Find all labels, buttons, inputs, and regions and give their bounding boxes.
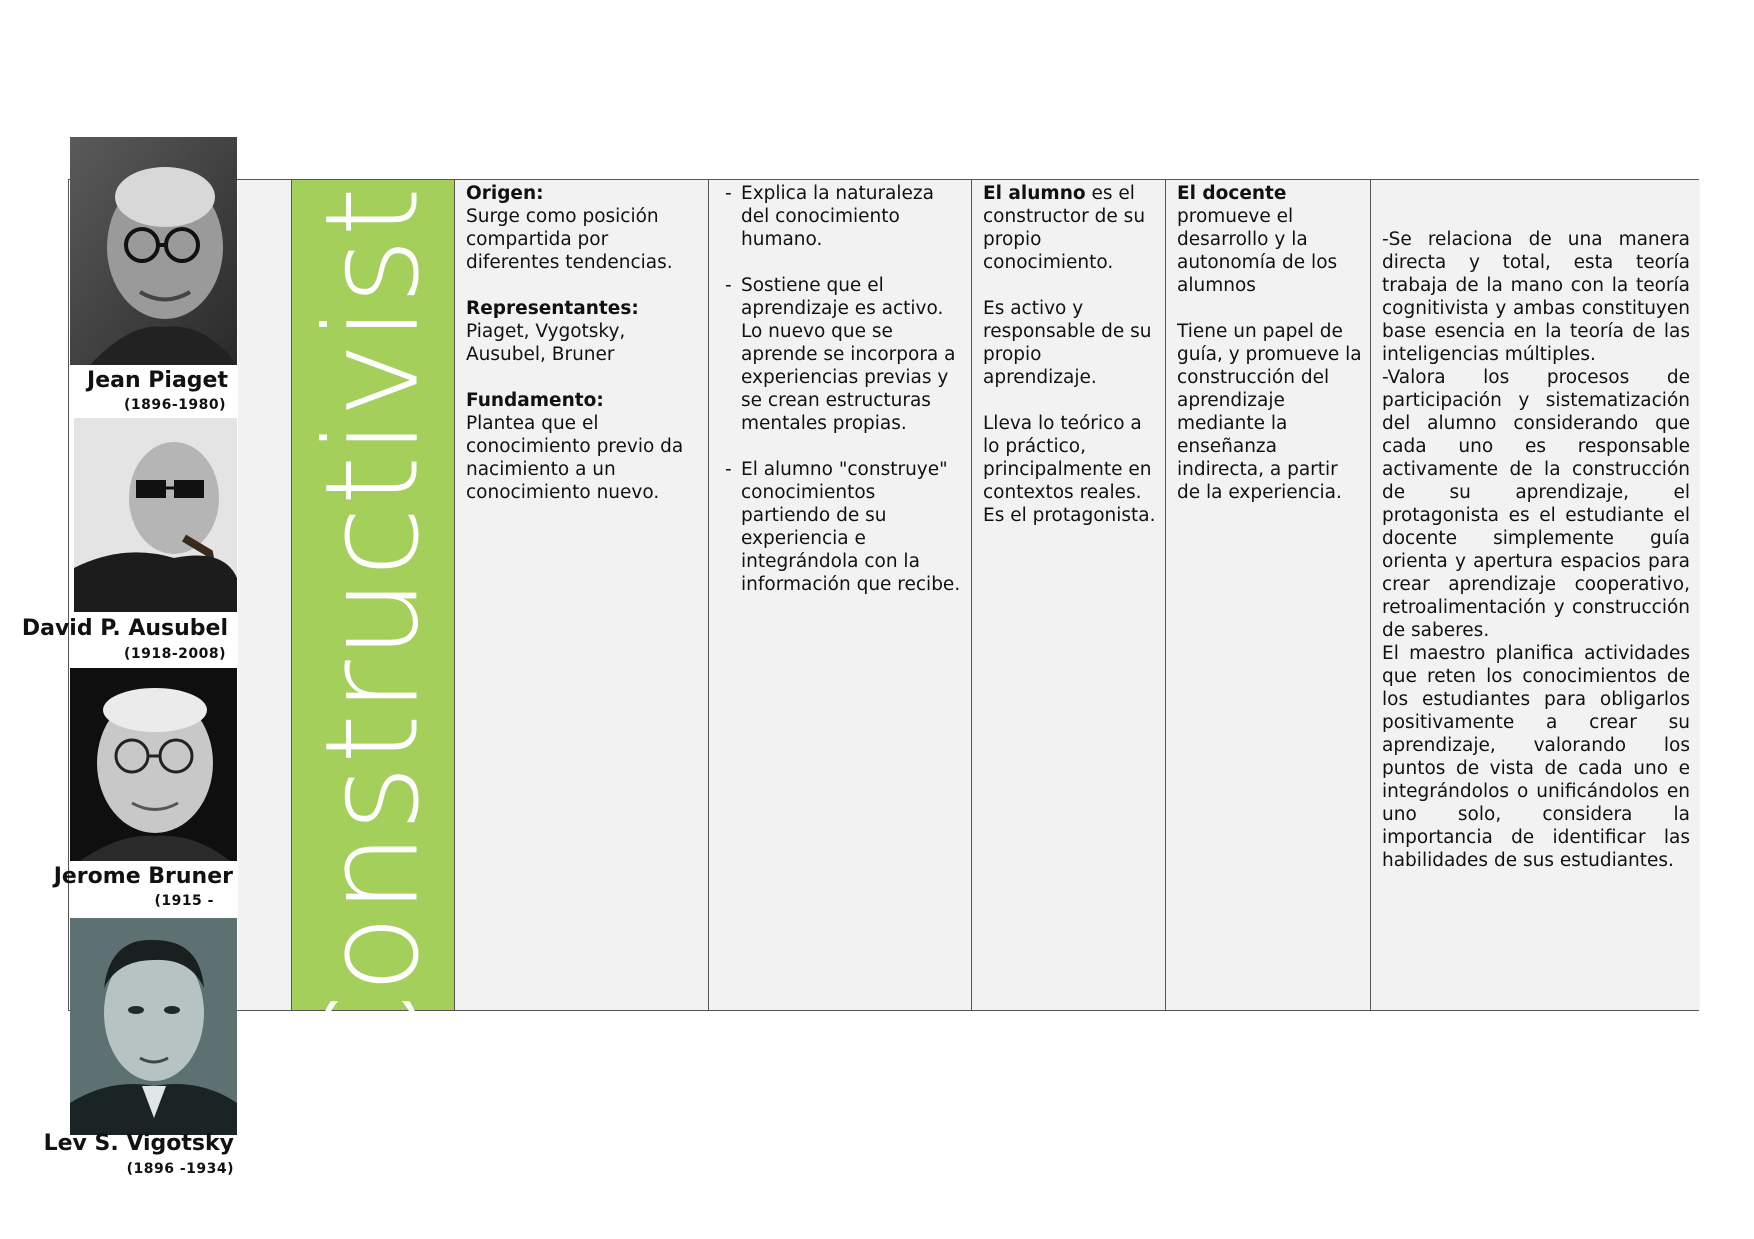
portrait-vigotsky: [70, 918, 237, 1135]
portrait-years: (1896 -1934): [126, 1161, 234, 1177]
list-item: - El alumno "construye" conocimientos partiendo de su experiencia e integrándola con la información que recibe.: [725, 458, 963, 596]
portrait-name: Jean Piaget: [87, 368, 228, 393]
teacher-paragraph: Tiene un papel de guía, y promueve la construcción del aprendizaje mediante la enseñanza indirecta, a partir de la experiencia.: [1177, 321, 1362, 503]
portrait-years: (1896-1980): [123, 397, 226, 413]
origen-text: Surge como posición compartida por diferentes tendencias.: [466, 206, 673, 273]
list-item: - Explica la naturaleza del conocimiento humano.: [725, 182, 963, 251]
student-lead-bold: El alumno: [983, 183, 1086, 204]
portrait-photo: [70, 668, 237, 861]
theory-table: [68, 106, 1699, 1084]
list-item: - Sostiene que el aprendizaje es activo. Lo nuevo que se aprende se incorpora a experiencias previas y se crean estructuras mentales propias.: [725, 274, 963, 435]
fundamento-label: Fundamento:: [466, 390, 604, 411]
column-knowledge: [708, 180, 971, 1010]
portrait-photo: [74, 418, 237, 612]
theory-title-band: [291, 106, 454, 1084]
portrait-name: Lev S. Vigotsky: [43, 1131, 234, 1156]
origen-label: Origen:: [466, 183, 544, 204]
relation-paragraph: -Valora los procesos de participación y sistematización del alumno considerando que cada uno es responsable activamente de la construcción de su aprendizaje, el protagonista es el estudiante el docente simplemente guía orienta y apertura espacios para crear aprendizaje cooperativo, retroalimentación y construcción de saberes.: [1382, 367, 1690, 641]
portrait-photo: [70, 918, 237, 1135]
column-relation: [1370, 180, 1700, 1010]
relation-paragraph: -Se relaciona de una manera directa y total, esta teoría trabaja de la mano con la teoría cognitivista y ambas constituyen base esencia en la teoría de las inteligencias múltiples.: [1382, 229, 1690, 365]
fundamento-text: Plantea que el conocimiento previo da nacimiento a un conocimiento nuevo.: [466, 413, 684, 503]
teacher-lead-text: promueve el desarrollo y la autonomía de los alumnos: [1177, 206, 1338, 296]
column-origin: [454, 180, 708, 1010]
blank-column: [238, 180, 291, 1010]
student-lead-text: es el constructor de su propio conocimiento.: [983, 183, 1146, 273]
portrait-bruner: [70, 668, 237, 861]
portrait-piaget: [70, 137, 237, 365]
portrait-years: (1915 -: [154, 893, 214, 909]
column-student: [971, 180, 1165, 1010]
portrait-photo: [70, 137, 237, 365]
representantes-label: Representantes:: [466, 298, 639, 319]
relation-paragraph: El maestro planifica actividades que reten los conocimientos de los estudiantes para obligarlos positivamente a crear su aprendizaje, valorando los puntos de vista de cada uno e integrándolos o unificándolos en uno solo, considera la importancia de identificar las habilidades de sus estudiantes.: [1382, 643, 1690, 871]
theory-title: Constructivista: [298, 106, 448, 1084]
portrait-name: David P. Ausubel: [21, 616, 228, 641]
column-teacher: [1165, 180, 1370, 1010]
teacher-lead-bold: El docente: [1177, 183, 1287, 204]
representantes-text: Piaget, Vygotsky, Ausubel, Bruner: [466, 321, 626, 365]
portrait-ausubel: [74, 418, 237, 612]
portrait-years: (1918-2008): [123, 646, 226, 662]
student-paragraph: Es activo y responsable de su propio aprendizaje.: [983, 298, 1152, 388]
student-paragraph: Lleva lo teórico a lo práctico, principalmente en contextos reales. Es el protagonista.: [983, 413, 1156, 526]
portrait-name: Jerome Bruner: [53, 864, 233, 889]
knowledge-list: [725, 182, 963, 596]
